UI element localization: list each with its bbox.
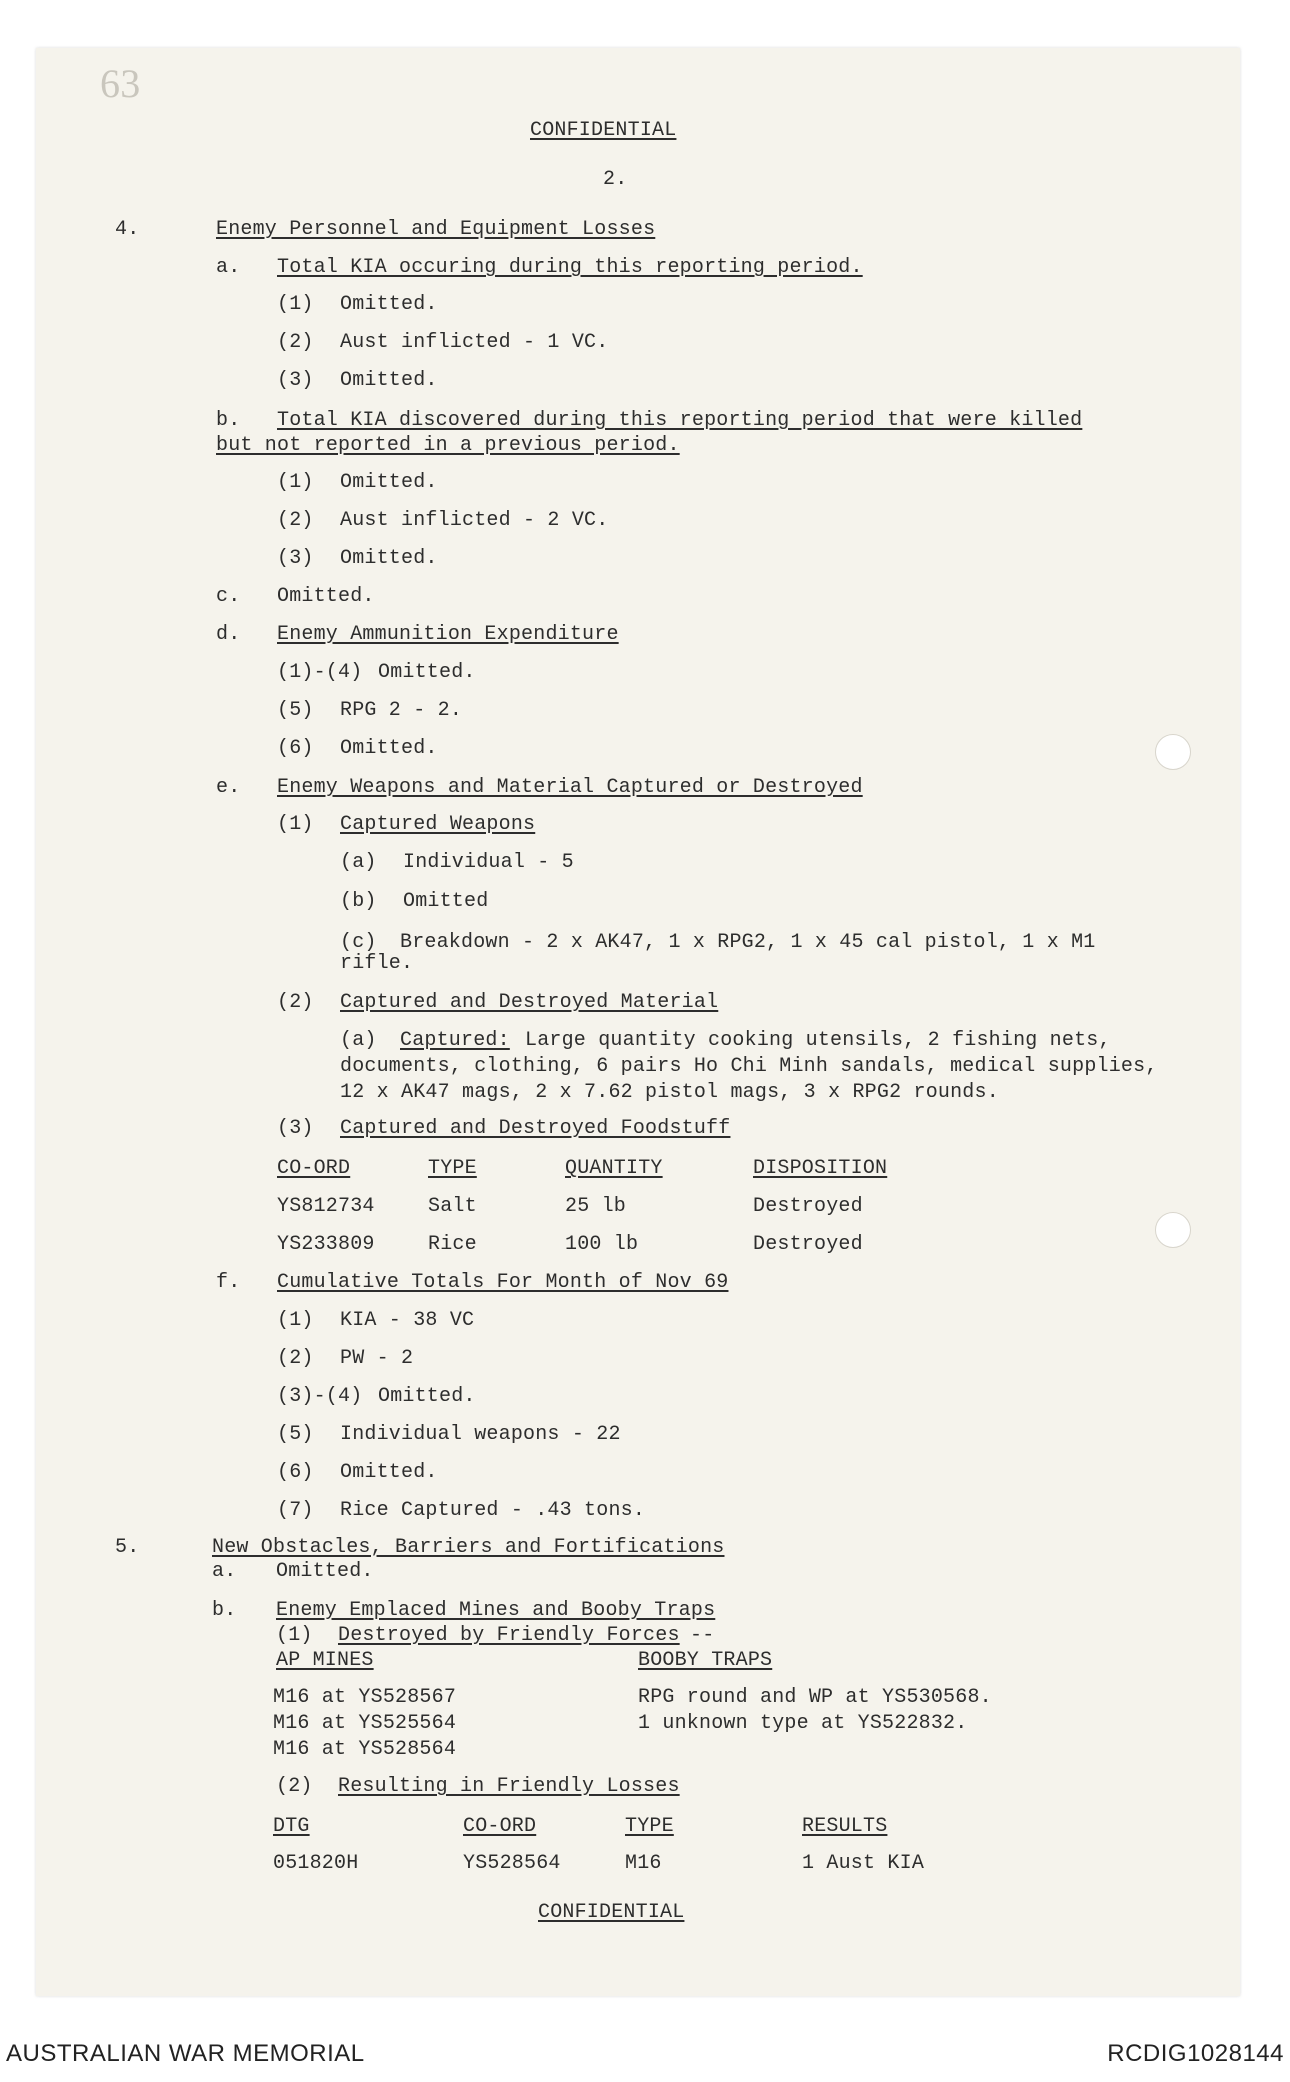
booby-trap-entry: 1 unknown type at YS522832. [638,1712,968,1735]
item-4d5-text: RPG 2 - 2. [340,699,463,722]
item-4a3-text: Omitted. [340,369,438,392]
section5-number: 5. [115,1536,140,1559]
table-cell: YS528564 [463,1852,561,1875]
item-4b-letter: b. [216,409,241,432]
item-5b2-num: (2) [276,1775,313,1798]
item-4e2a-line3: 12 x AK47 mags, 2 x 7.62 pistol mags, 3 x RPG2 rounds. [340,1081,999,1104]
item-4d-title: Enemy Ammunition Expenditure [277,623,619,646]
header-classification: CONFIDENTIAL [530,119,677,142]
item-5a-letter: a. [212,1560,237,1583]
footer-source-label: AUSTRALIAN WAR MEMORIAL [6,2040,365,2067]
punch-hole-top [1155,734,1191,770]
booby-trap-entry: RPG round and WP at YS530568. [638,1686,992,1709]
item-4e1b-num: (b) [340,890,377,913]
item-4b2-text: Aust inflicted - 2 VC. [340,509,609,532]
item-4f5-num: (5) [277,1423,314,1446]
item-5b-title: Enemy Emplaced Mines and Booby Traps [276,1599,716,1622]
table-cell: Salt [428,1195,477,1218]
table-header: CO-ORD [463,1815,537,1838]
table-cell: Rice [428,1233,477,1256]
item-5b1-num: (1) [276,1624,313,1647]
item-4a1-num: (1) [277,293,314,316]
item-4d-letter: d. [216,623,241,646]
item-4e2a-label: Captured: [400,1029,510,1052]
item-4e1c-num: (c) [340,931,377,954]
item-4c-letter: c. [216,585,241,608]
item-4e1-title: Captured Weapons [340,813,536,836]
table-header: RESULTS [802,1815,888,1838]
item-4e1c-text: Breakdown - 2 x AK47, 1 x RPG2, 1 x 45 cal pistol, 1 x M1 [400,931,1096,954]
item-4a3-num: (3) [277,369,314,392]
item-4b-title-line1: Total KIA discovered during this reporting period that were killed [277,409,1083,432]
item-4f3-text: Omitted. [378,1385,476,1408]
corner-pencil-mark: 63 [100,61,141,106]
section5-title: New Obstacles, Barriers and Fortifications [212,1536,725,1559]
table-cell: 1 Aust KIA [802,1852,925,1875]
section4-number: 4. [115,218,140,241]
item-4e3-num: (3) [277,1117,314,1140]
item-4f7-text: Rice Captured - .43 tons. [340,1499,646,1522]
item-4e2a-num: (a) [340,1029,377,1052]
bottom-classification: CONFIDENTIAL [538,1901,685,1924]
punch-hole-bottom [1155,1212,1191,1248]
section4-title: Enemy Personnel and Equipment Losses [216,218,656,241]
item-4f3-num: (3)-(4) [277,1385,363,1408]
ap-mines-header: AP MINES [276,1649,374,1672]
table-cell: 100 lb [565,1233,639,1256]
item-5b1-title: Destroyed by Friendly Forces [338,1624,680,1647]
item-4d6-num: (6) [277,737,314,760]
table-header: DTG [273,1815,310,1838]
item-5a-text: Omitted. [276,1560,374,1583]
item-4e1c-text-cont: rifle. [340,952,414,975]
item-4e1-num: (1) [277,813,314,836]
ap-mine-entry: M16 at YS525564 [273,1712,457,1735]
item-4e1b-text: Omitted [403,890,489,913]
item-4b3-num: (3) [277,547,314,570]
item-4b-title-line2: but not reported in a previous period. [216,434,680,457]
table-cell: 051820H [273,1852,359,1875]
item-5b1-dash: -- [690,1624,715,1647]
ap-mine-entry: M16 at YS528567 [273,1686,457,1709]
item-4d5-num: (5) [277,699,314,722]
item-4e1a-num: (a) [340,851,377,874]
item-4a2-text: Aust inflicted - 1 VC. [340,331,609,354]
table-cell: YS233809 [277,1233,375,1256]
table-cell: Destroyed [753,1233,863,1256]
item-4f2-num: (2) [277,1347,314,1370]
item-5b-letter: b. [212,1599,237,1622]
item-4b1-text: Omitted. [340,471,438,494]
item-4f6-text: Omitted. [340,1461,438,1484]
table-header: CO-ORD [277,1157,351,1180]
table-cell: M16 [625,1852,662,1875]
table-cell: YS812734 [277,1195,375,1218]
item-4e1a-text: Individual - 5 [403,851,574,874]
item-4f2-text: PW - 2 [340,1347,414,1370]
item-4b1-num: (1) [277,471,314,494]
item-4b2-num: (2) [277,509,314,532]
item-4e2-num: (2) [277,991,314,1014]
footer-record-id: RCDIG1028144 [1107,2040,1284,2067]
booby-traps-header: BOOBY TRAPS [638,1649,773,1672]
table-cell: Destroyed [753,1195,863,1218]
item-4c-text: Omitted. [277,585,375,608]
item-4a-letter: a. [216,256,241,279]
item-4f-title: Cumulative Totals For Month of Nov 69 [277,1271,729,1294]
item-4a-title: Total KIA occuring during this reporting period. [277,256,863,279]
page-number: 2. [603,168,628,191]
table-cell: 25 lb [565,1195,627,1218]
item-4d1-num: (1)-(4) [277,661,363,684]
item-4e-letter: e. [216,776,241,799]
item-4a1-text: Omitted. [340,293,438,316]
item-4d6-text: Omitted. [340,737,438,760]
item-4e2-title: Captured and Destroyed Material [340,991,719,1014]
table-header: QUANTITY [565,1157,663,1180]
item-4f6-num: (6) [277,1461,314,1484]
table-header: DISPOSITION [753,1157,888,1180]
item-4f1-text: KIA - 38 VC [340,1309,475,1332]
table-header: TYPE [428,1157,477,1180]
item-4f7-num: (7) [277,1499,314,1522]
item-4f5-text: Individual weapons - 22 [340,1423,621,1446]
item-4e2a-line2: documents, clothing, 6 pairs Ho Chi Minh sandals, medical supplies, [340,1055,1158,1078]
item-4e-title: Enemy Weapons and Material Captured or Destroyed [277,776,863,799]
item-4e2a-line1: Large quantity cooking utensils, 2 fishing nets, [525,1029,1111,1052]
item-4d1-text: Omitted. [378,661,476,684]
table-header: TYPE [625,1815,674,1838]
item-4f-letter: f. [216,1271,241,1294]
item-5b2-title: Resulting in Friendly Losses [338,1775,680,1798]
item-4a2-num: (2) [277,331,314,354]
ap-mine-entry: M16 at YS528564 [273,1738,457,1761]
item-4e3-title: Captured and Destroyed Foodstuff [340,1117,731,1140]
item-4b3-text: Omitted. [340,547,438,570]
item-4f1-num: (1) [277,1309,314,1332]
